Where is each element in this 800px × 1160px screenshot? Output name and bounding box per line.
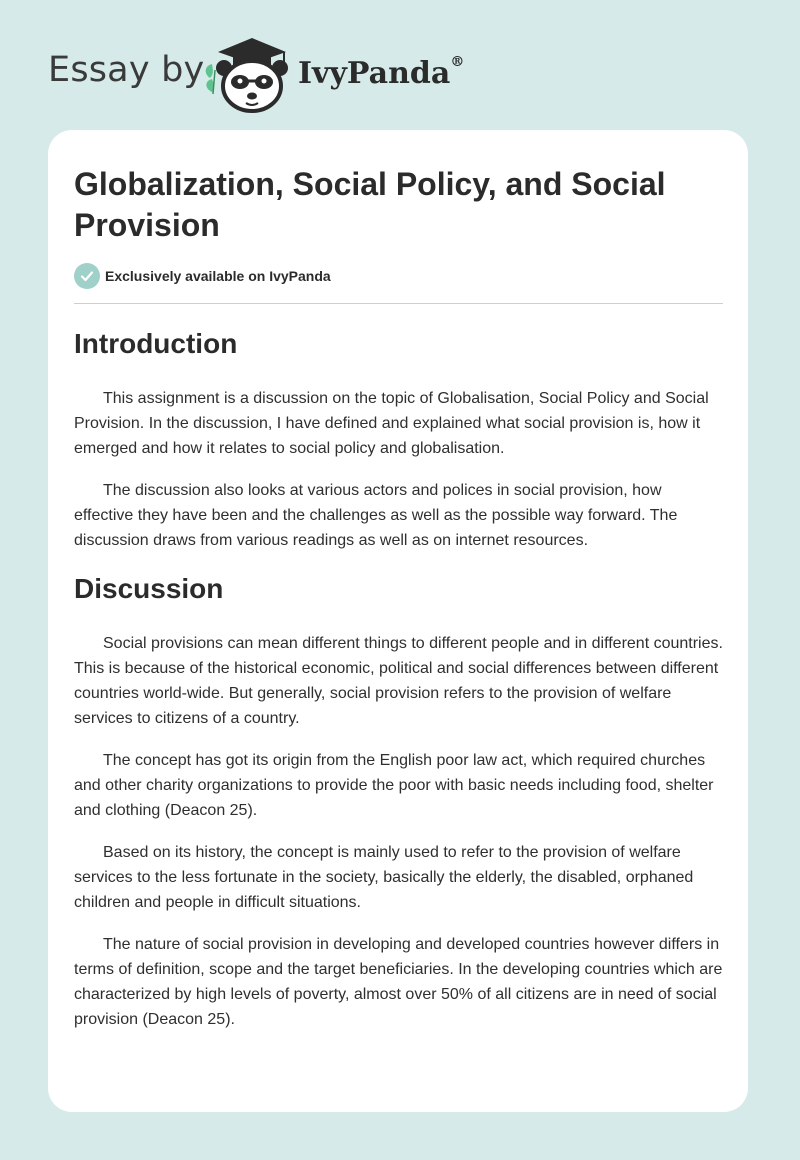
paragraph: Based on its history, the concept is mainly used to refer to the provision of welfare services to the less fortunate in the society, basically the elderly, the disabled, orphaned children and people in difficult situations. <box>74 844 694 911</box>
panda-graduate-icon[interactable] <box>200 34 294 114</box>
section-heading-discussion: Discussion <box>74 573 224 604</box>
paragraph: The nature of social provision in developing and developed countries however differs in terms of definition, scope and the target beneficiaries. In the developing countries which are characterized by high levels of poverty, almost over 50% of all citizens are in need of social provision (Deacon 25). <box>74 936 723 1028</box>
section-heading-introduction: Introduction <box>74 328 238 359</box>
essay-title: Globalization, Social Policy, and Social Provision <box>74 166 666 243</box>
essay-body <box>74 320 724 1032</box>
registered-mark: ® <box>450 54 465 70</box>
paragraph: The discussion also looks at various actors and polices in social provision, how effective they have been and the challenges as well as the possible way forward. The discussion draws from various readings as well as on internet resources. <box>74 482 678 549</box>
paragraph: This assignment is a discussion on the topic of Globalisation, Social Policy and Social Provision. In the discussion, I have defined and explained what social provision is, how it emerged and how it relates to social policy and globalisation. <box>74 390 709 457</box>
ivy-leaf-icon <box>206 64 215 94</box>
brand-name[interactable] <box>298 56 464 91</box>
check-circle-icon <box>74 263 100 289</box>
badge-label: Exclusively available on IvyPanda <box>105 268 331 284</box>
essay-card <box>48 130 748 1112</box>
paragraph: The concept has got its origin from the English poor law act, which required churches and other charity organizations to provide the poor with basic needs including food, shelter and clothing (Deacon 25). <box>74 752 714 819</box>
essay-by-label: Essay by <box>48 50 205 90</box>
paragraph: Social provisions can mean different things to different people and in different countries. This is because of the historical economic, political and social differences between different countries world-wide. But generally, social provision refers to the provision of welfare services to citizens of a country. <box>74 635 723 727</box>
site-header <box>0 0 800 130</box>
brand-text: IvyPanda <box>298 56 451 91</box>
exclusive-badge <box>74 263 331 289</box>
divider <box>74 303 723 304</box>
